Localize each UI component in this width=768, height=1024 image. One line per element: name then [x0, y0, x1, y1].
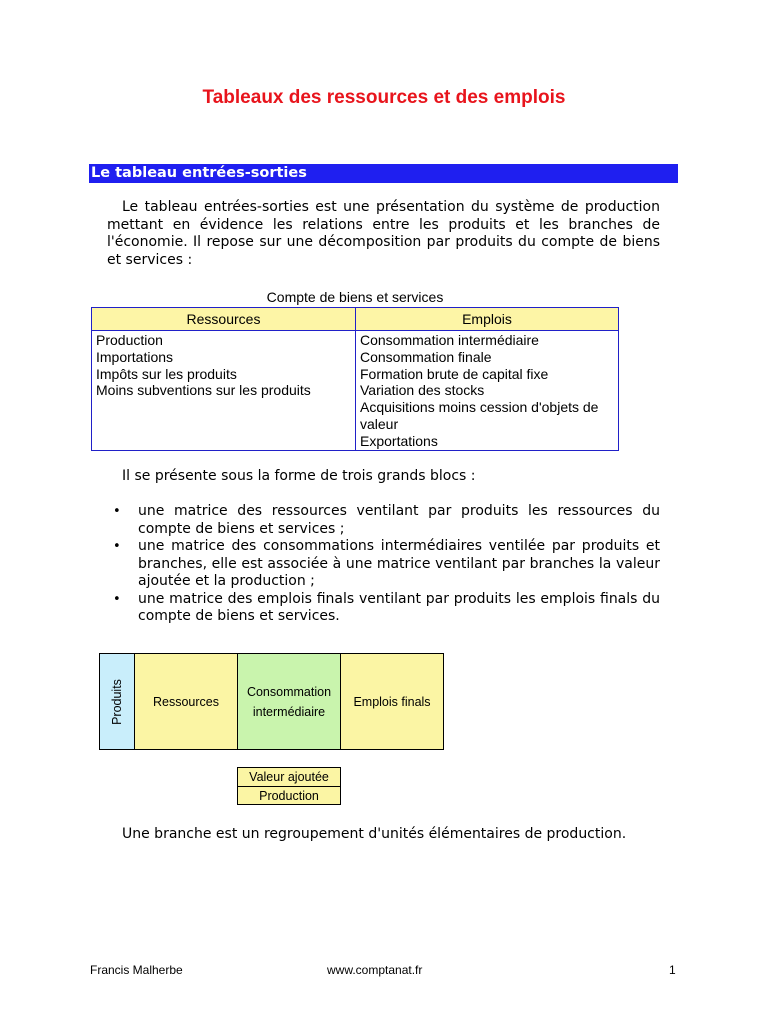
emplois-column	[360, 332, 610, 450]
consommation-label-line2: intermédiaire	[252, 704, 326, 719]
emplois-item: Exportations	[360, 432, 438, 449]
consommation-label-line1: Consommation	[246, 684, 332, 699]
branche-paragraph: Une branche est un regroupement d'unités élémentaires de production.	[122, 826, 627, 842]
blocs-list	[107, 503, 660, 626]
emplois-item: Consommation finale	[360, 348, 492, 365]
section-heading: Le tableau entrées-sorties	[89, 164, 678, 183]
valeur-ajoutee-label: Valeur ajoutée	[249, 770, 329, 784]
list-item	[107, 503, 660, 538]
ressources-item: Production	[96, 332, 163, 348]
list-item-text: une matrice des consommations intermédiaires ventilée par produits et branches, elle est associée à une matrice ventilant par branches la valeur ajoutée et la production ;	[138, 538, 660, 589]
compte-biens-services-table	[91, 307, 619, 451]
emplois-item: Variation des stocks	[360, 382, 485, 399]
ressources-item: Moins subventions sur les produits	[96, 382, 311, 399]
page-title: Tableaux des ressources et des emplois	[202, 87, 566, 108]
emplois-item: Formation brute de capital fixe	[360, 365, 549, 382]
bullet-icon: •	[113, 591, 121, 607]
footer-page-number: 1	[669, 963, 676, 977]
list-item-text: une matrice des emplois finals ventilant par produits les emplois finals du compte de biens et services.	[138, 590, 660, 624]
table-caption: Compte de biens et services	[266, 289, 444, 305]
bullet-icon: •	[113, 539, 121, 554]
ressources-item: Impôts sur les produits	[96, 365, 237, 382]
ressources-column	[96, 332, 351, 399]
production-label: Production	[259, 788, 319, 803]
list-item	[107, 538, 660, 591]
bullet-icon: •	[113, 504, 121, 519]
blocs-intro: Il se présente sous la forme de trois grands blocs :	[122, 468, 476, 484]
consommation-block	[237, 653, 341, 750]
ressources-block-label: Ressources	[153, 694, 219, 709]
produits-block	[99, 653, 135, 750]
ressources-block	[134, 653, 238, 750]
table-divider	[355, 330, 356, 450]
emplois-finals-label: Emplois finals	[353, 694, 431, 709]
emplois-header: Emplois	[356, 308, 618, 331]
footer-author: Francis Malherbe	[90, 963, 183, 977]
emplois-item: Consommation intermédiaire	[360, 332, 539, 348]
valeur-ajoutee-block	[237, 767, 341, 787]
footer-website: www.comptanat.fr	[327, 963, 423, 977]
list-item	[107, 591, 660, 626]
list-item-text: une matrice des ressources ventilant par produits les ressources du compte de biens et services ;	[138, 503, 660, 537]
ressources-item: Importations	[96, 348, 174, 365]
ressources-header: Ressources	[92, 308, 356, 331]
production-block	[237, 786, 341, 805]
emplois-finals-block	[340, 653, 444, 750]
emplois-item: Acquisitions moins cession d'objets de valeur	[360, 399, 599, 432]
produits-label: Produits	[110, 678, 125, 725]
intro-paragraph: Le tableau entrées-sorties est une présentation du système de production mettant en évidence les relations entre les produits et les branches de l'économie. Il repose sur une décomposition par produits du compte de biens et services :	[107, 199, 660, 268]
